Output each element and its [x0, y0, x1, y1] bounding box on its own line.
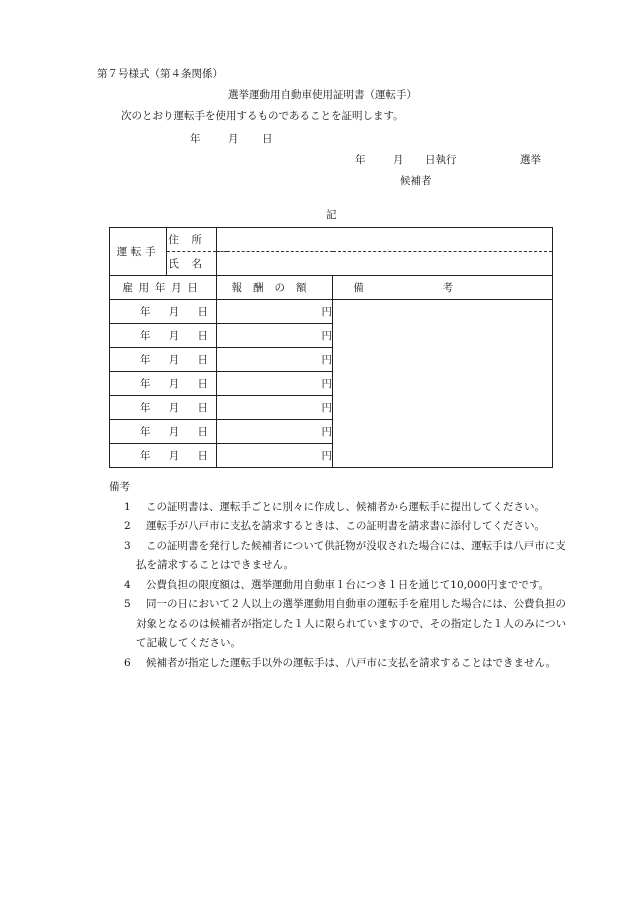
- note-text: 公費負担の限度額は、選挙運動用自動車１台につき１日を通じて10,000円までです。: [146, 578, 550, 591]
- note-number: 5: [124, 598, 131, 610]
- yen-label: 円: [321, 306, 332, 318]
- pay-amount-cell[interactable]: [217, 444, 333, 468]
- date-day: 日: [262, 133, 273, 145]
- address-label: 住所: [167, 228, 217, 252]
- date-day-label: 日: [197, 378, 208, 390]
- date-month-label: 月: [168, 354, 180, 366]
- note-item: [109, 654, 569, 674]
- employment-date-cell[interactable]: [110, 396, 217, 420]
- note-item: [109, 537, 569, 576]
- form-number: 第７号様式（第４条関係）: [97, 68, 223, 80]
- note-number: 1: [124, 500, 131, 513]
- date-day-label: 日: [197, 402, 208, 414]
- document-title: 選挙運動用自動車使用証明書（運転手）: [228, 89, 417, 101]
- employment-date-cell[interactable]: [110, 420, 217, 444]
- notes-heading: 備考: [109, 481, 130, 493]
- note-item: [109, 576, 569, 596]
- note-number: 6: [124, 656, 131, 669]
- note-number: 4: [124, 578, 131, 591]
- date-year-label: 年: [140, 330, 151, 342]
- address-field[interactable]: [217, 228, 553, 252]
- date-year-label: 年: [140, 354, 151, 366]
- intro-text: 次のとおり運転手を使用するものであることを証明します。: [121, 110, 404, 122]
- date-month-label: 月: [168, 330, 180, 342]
- driver-label: 運転手: [110, 228, 167, 276]
- ki-label: 記: [326, 209, 337, 221]
- table-row: [110, 300, 553, 324]
- employment-date-cell[interactable]: [110, 324, 217, 348]
- pay-amount-cell[interactable]: [217, 372, 333, 396]
- employment-date-cell[interactable]: [110, 372, 217, 396]
- note-item: [109, 595, 569, 654]
- pay-amount-cell[interactable]: [217, 420, 333, 444]
- header-employment-date: 雇用年月日: [110, 276, 217, 300]
- pay-amount-cell[interactable]: [217, 396, 333, 420]
- employment-date-cell[interactable]: [110, 348, 217, 372]
- note-text: 同一の日において２人以上の選挙運動用自動車の運転手を雇用した場合には、公費負担の対象となるのは候補者が指定した１人に限られていますので、その指定した１人のみについて記載してください。: [136, 598, 567, 649]
- employment-date-cell[interactable]: [110, 444, 217, 468]
- pay-amount-cell[interactable]: [217, 300, 333, 324]
- date-day-label: 日: [197, 306, 208, 318]
- date-year: 年: [190, 133, 201, 145]
- note-text: 候補者が指定した運転手以外の運転手は、八戸市に支払を請求することはできません。: [146, 656, 557, 669]
- note-text: この証明書を発行した候補者について供託物が没収された場合には、運転手は八戸市に支払を請求することはできません。: [136, 539, 566, 571]
- note-text: 運転手が八戸市に支払を請求するときは、この証明書を請求書に添付してください。: [146, 520, 545, 532]
- date-month: 月: [228, 133, 239, 145]
- note-number: 3: [124, 539, 131, 552]
- driver-table: [109, 227, 553, 468]
- name-field[interactable]: [217, 252, 553, 276]
- name-label: 氏名: [167, 252, 217, 276]
- pay-amount-cell[interactable]: [217, 324, 333, 348]
- date-year-label: 年: [140, 402, 151, 414]
- date-day-label: 日: [197, 354, 208, 366]
- election-label: 選挙: [520, 154, 541, 166]
- date-day-label: 日: [197, 450, 208, 462]
- date-year-label: 年: [140, 450, 151, 462]
- note-item: [109, 498, 569, 518]
- yen-label: 円: [321, 402, 332, 414]
- note-number: 2: [124, 520, 131, 532]
- employment-date-cell[interactable]: [110, 300, 217, 324]
- notes-section: [109, 478, 569, 673]
- date-month-label: 月: [168, 402, 180, 414]
- date-year-label: 年: [140, 426, 151, 438]
- date-day-label: 日: [197, 426, 208, 438]
- date-day-label: 日: [197, 330, 208, 342]
- date-month-label: 月: [168, 306, 180, 318]
- date-year-label: 年: [140, 378, 151, 390]
- header-pay: 報酬の額: [217, 276, 333, 300]
- date-year-label: 年: [140, 306, 151, 318]
- exec-month: 月: [393, 154, 404, 166]
- pay-amount-cell[interactable]: [217, 348, 333, 372]
- date-month-label: 月: [168, 426, 180, 438]
- note-text: この証明書は、運転手ごとに別々に作成し、候補者から運転手に提出してください。: [146, 500, 545, 513]
- remarks-field[interactable]: [333, 300, 553, 468]
- date-month-label: 月: [168, 450, 180, 462]
- exec-year: 年: [355, 154, 366, 166]
- candidate-label: 候補者: [400, 175, 432, 187]
- yen-label: 円: [321, 354, 332, 366]
- header-remarks: 備考: [333, 276, 553, 300]
- note-item: [109, 517, 569, 537]
- yen-label: 円: [321, 450, 332, 462]
- date-month-label: 月: [168, 378, 180, 390]
- yen-label: 円: [321, 378, 332, 390]
- yen-label: 円: [321, 330, 332, 342]
- yen-label: 円: [321, 426, 332, 438]
- exec-day: 日執行: [425, 154, 457, 166]
